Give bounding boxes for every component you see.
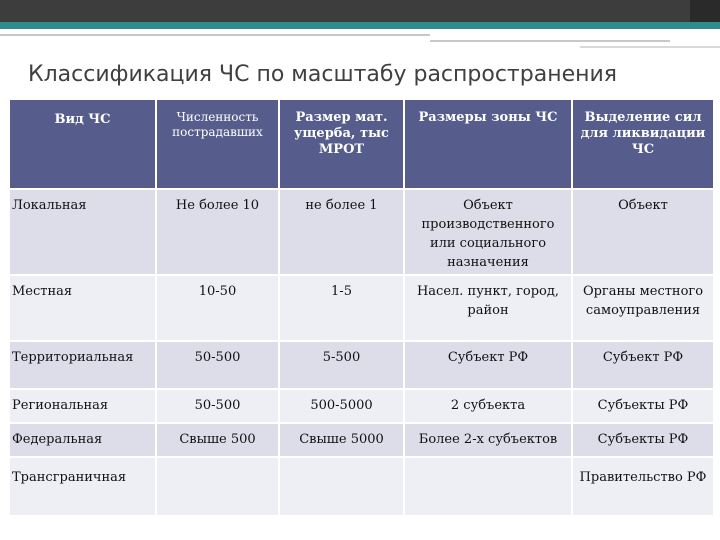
table-row <box>10 188 713 274</box>
top-decor-bar <box>0 0 720 22</box>
header-casualties: Численность пострадавших <box>157 100 278 188</box>
cell-type: Региональная <box>10 388 155 422</box>
cell-damage: не более 1 <box>280 188 403 274</box>
cell-type: Трансграничная <box>10 456 155 515</box>
cell-forces: Субъекты РФ <box>573 422 713 456</box>
cell-casualties: 50-500 <box>157 340 278 388</box>
cell-damage: 1-5 <box>280 274 403 340</box>
cell-zone: Более 2-х субъектов <box>405 422 571 456</box>
header-type: Вид ЧС <box>10 100 155 188</box>
cell-damage: 5-500 <box>280 340 403 388</box>
table-row <box>10 388 713 422</box>
decor-line <box>580 46 720 48</box>
cell-forces: Правительство РФ <box>573 456 713 515</box>
cell-casualties: 10-50 <box>157 274 278 340</box>
top-decor-block <box>690 0 720 22</box>
cell-zone: Объект производственного или социального назначения <box>405 188 571 274</box>
cell-type: Территориальная <box>10 340 155 388</box>
cell-zone <box>405 456 571 515</box>
cell-forces: Органы местного самоуправления <box>573 274 713 340</box>
cell-zone: Субъект РФ <box>405 340 571 388</box>
table-row <box>10 456 713 515</box>
header-zone: Размеры зоны ЧС <box>405 100 571 188</box>
decor-line <box>430 40 670 42</box>
table-row <box>10 274 713 340</box>
top-accent-stripe <box>0 22 720 29</box>
table-row <box>10 340 713 388</box>
decor-line <box>0 34 430 36</box>
table-row <box>10 422 713 456</box>
cell-damage: 500-5000 <box>280 388 403 422</box>
cell-damage: Свыше 5000 <box>280 422 403 456</box>
cell-zone: 2 субъекта <box>405 388 571 422</box>
cell-casualties: Не более 10 <box>157 188 278 274</box>
cell-damage <box>280 456 403 515</box>
cell-casualties: 50-500 <box>157 388 278 422</box>
cell-casualties: Свыше 500 <box>157 422 278 456</box>
classification-table <box>8 100 715 515</box>
header-damage: Размер мат. ущерба, тыс МРОТ <box>280 100 403 188</box>
cell-forces: Субъекты РФ <box>573 388 713 422</box>
header-forces: Выделение сил для ликвидации ЧС <box>573 100 713 188</box>
cell-forces: Субъект РФ <box>573 340 713 388</box>
cell-type: Локальная <box>10 188 155 274</box>
table-header-row <box>10 100 713 188</box>
cell-casualties <box>157 456 278 515</box>
cell-forces: Объект <box>573 188 713 274</box>
slide-title: Классификация ЧС по масштабу распространения <box>28 62 618 87</box>
cell-type: Местная <box>10 274 155 340</box>
cell-type: Федеральная <box>10 422 155 456</box>
cell-zone: Насел. пункт, город, район <box>405 274 571 340</box>
